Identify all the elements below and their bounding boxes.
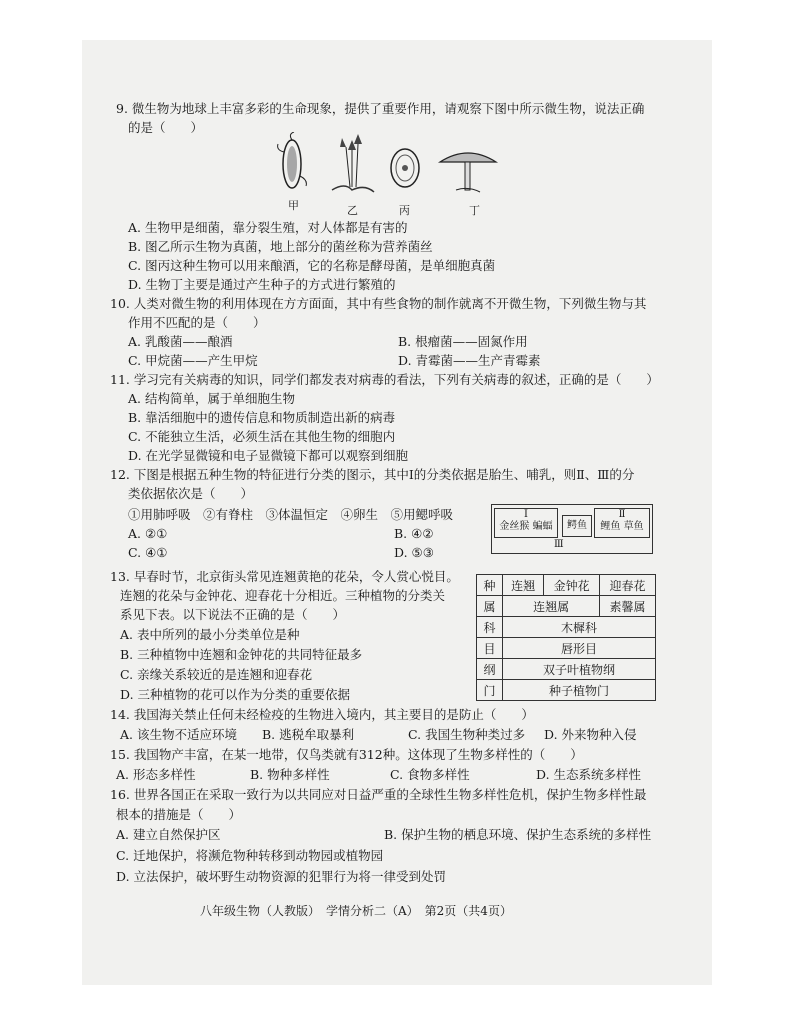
q12-stem-line2: 类依据依次是（ ）	[128, 486, 254, 501]
q16-stem-line2: 根本的措施是（ ）	[116, 807, 242, 822]
bacterium-illustration	[278, 132, 307, 188]
microbe-figure	[270, 132, 500, 217]
q10-option-c: C. 甲烷菌——产生甲烷	[128, 353, 258, 368]
figure-label-bing: 丙	[399, 204, 410, 217]
q9-stem-line1: 9. 微生物为地球上丰富多彩的生命现象，提供了重要作用，请观察下图中所示微生物，说法正确	[116, 101, 645, 116]
figure-label-ding: 丁	[469, 204, 480, 217]
table-cell: 种子植物门	[503, 680, 656, 701]
q11-option-a: A. 结构简单，属于单细胞生物	[128, 391, 295, 406]
mold-illustration	[332, 134, 374, 192]
q15-option-a: A. 形态多样性	[116, 767, 196, 782]
q16-stem-line1: 16. 世界各国正在采取一致行为以共同应对日益严重的全球性生物多样性危机，保护生物多样性最	[110, 787, 647, 802]
q15-stem: 15. 我国物产丰富，在某一地带，仅鸟类就有312种。这体现了生物多样性的（ ）	[110, 747, 583, 762]
q16-option-c: C. 迁地保护，将濒危物种转移到动物园或植物园	[116, 848, 384, 863]
table-cell: 唇形目	[503, 638, 656, 659]
group-one-label: Ⅰ	[524, 509, 528, 520]
table-cell: 目	[477, 638, 503, 659]
table-cell: 属	[477, 596, 503, 617]
q13-option-d: D. 三种植物的花可以作为分类的重要依据	[120, 687, 351, 702]
q16-option-d: D. 立法保护，破坏野生动物资源的犯罪行为将一律受到处罚	[116, 869, 447, 884]
table-cell: 纲	[477, 659, 503, 680]
q9-option-d: D. 生物丁主要是通过产生种子的方式进行繁殖的	[128, 277, 396, 292]
q11-option-c: C. 不能独立生活，必须生活在其他生物的细胞内	[128, 429, 396, 444]
q13-stem-line1: 13. 早春时节，北京街头常见连翘黄艳的花朵，令人赏心悦目。	[110, 569, 459, 584]
table-cell: 木樨科	[503, 617, 656, 638]
table-cell: 双子叶植物纲	[503, 659, 656, 680]
q13-stem-line2: 连翘的花朵与金钟花、迎春花十分相近。三种植物的分类关	[120, 588, 446, 603]
q10-stem-line1: 10. 人类对微生物的利用体现在方方面面，其中有些食物的制作就离不开微生物，下列微生物与其	[110, 296, 647, 311]
q11-stem: 11. 学习完有关病毒的知识，同学们都发表对病毒的看法，下列有关病毒的叙述，正确的是（ ）	[110, 372, 659, 387]
q10-option-d: D. 青霉菌——生产青霉素	[398, 353, 541, 368]
table-row	[477, 575, 656, 596]
group-one-items: 金丝猴 蝙蝠	[499, 521, 553, 532]
table-cell: 连翘属	[503, 596, 600, 617]
q13-stem-line3: 系见下表。以下说法不正确的是（ ）	[120, 607, 346, 622]
group-one-box	[494, 508, 558, 538]
table-cell: 素馨属	[600, 596, 656, 617]
q15-option-d: D. 生态系统多样性	[536, 767, 642, 782]
q11-option-b: B. 靠活细胞中的遗传信息和物质制造出新的病毒	[128, 410, 396, 425]
group-two-items: 鲤鱼 草鱼	[600, 521, 644, 532]
table-row	[477, 680, 656, 701]
table-cell: 连翘	[503, 575, 544, 596]
q10-option-a: A. 乳酸菌——酿酒	[128, 334, 233, 349]
table-cell: 种	[477, 575, 503, 596]
table-cell: 门	[477, 680, 503, 701]
q12-option-c: C. ④①	[128, 545, 168, 560]
q9-option-c: C. 图丙这种生物可以用来酿酒，它的名称是酵母菌，是单细胞真菌	[128, 258, 496, 273]
mushroom-illustration	[440, 153, 496, 192]
q10-option-b: B. 根瘤菌——固氮作用	[398, 334, 528, 349]
table-cell: 迎春花	[600, 575, 656, 596]
q15-option-c: C. 食物多样性	[390, 767, 470, 782]
q12-option-a: A. ②①	[128, 526, 168, 541]
q14-option-c: C. 我国生物种类过多	[408, 727, 526, 742]
q14-stem: 14. 我国海关禁止任何未经检疫的生物进入境内，其主要目的是防止（ ）	[110, 707, 534, 722]
q15-option-b: B. 物种多样性	[250, 767, 330, 782]
q9-option-b: B. 图乙所示生物为真菌，地上部分的菌丝称为营养菌丝	[128, 239, 433, 254]
yeast-illustration	[391, 149, 419, 187]
q16-option-b: B. 保护生物的栖息环境、保护生态系统的多样性	[384, 827, 652, 842]
figure-label-yi: 乙	[347, 204, 358, 217]
q11-option-d: D. 在光学显微镜和电子显微镜下都可以观察到细胞	[128, 448, 409, 463]
q9-stem-line2: 的是（ ）	[128, 120, 204, 135]
q14-option-d: D. 外来物种入侵	[544, 727, 637, 742]
plant-classification-table	[476, 574, 656, 701]
q12-option-d: D. ⑤③	[394, 545, 434, 560]
q12-choices: ①用肺呼吸 ②有脊柱 ③体温恒定 ④卵生 ⑤用鳃呼吸	[128, 507, 454, 522]
q13-option-a: A. 表中所列的最小分类单位是种	[120, 627, 300, 642]
q14-option-b: B. 逃税牟取暴利	[262, 727, 355, 742]
group-two-box	[594, 508, 650, 538]
q12-option-b: B. ④②	[394, 526, 434, 541]
q9-option-a: A. 生物甲是细菌，靠分裂生殖，对人体都是有害的	[128, 220, 408, 235]
group-two-label: Ⅱ	[618, 509, 626, 520]
crocodile-label: 鳄鱼	[562, 515, 592, 537]
table-row	[477, 596, 656, 617]
q12-stem-line1: 12. 下图是根据五种生物的特征进行分类的图示，其中Ⅰ的分类依据是胎生、哺乳，则Ⅱ、Ⅲ的分	[110, 467, 635, 482]
classification-diagram	[491, 504, 653, 554]
q16-option-a: A. 建立自然保护区	[116, 827, 221, 842]
table-row	[477, 659, 656, 680]
table-cell: 金钟花	[544, 575, 600, 596]
table-row	[477, 638, 656, 659]
figure-label-jia: 甲	[288, 199, 299, 212]
table-row	[477, 617, 656, 638]
q14-option-a: A. 该生物不适应环境	[120, 727, 237, 742]
page-footer: 八年级生物（人教版） 学情分析二（A） 第2页（共4页）	[200, 904, 512, 918]
q13-option-c: C. 亲缘关系较近的是连翘和迎春花	[120, 667, 313, 682]
q13-option-b: B. 三种植物中连翘和金钟花的共同特征最多	[120, 647, 363, 662]
group-three-label: Ⅲ	[554, 539, 564, 550]
table-cell: 科	[477, 617, 503, 638]
q10-stem-line2: 作用不匹配的是（ ）	[128, 315, 266, 330]
